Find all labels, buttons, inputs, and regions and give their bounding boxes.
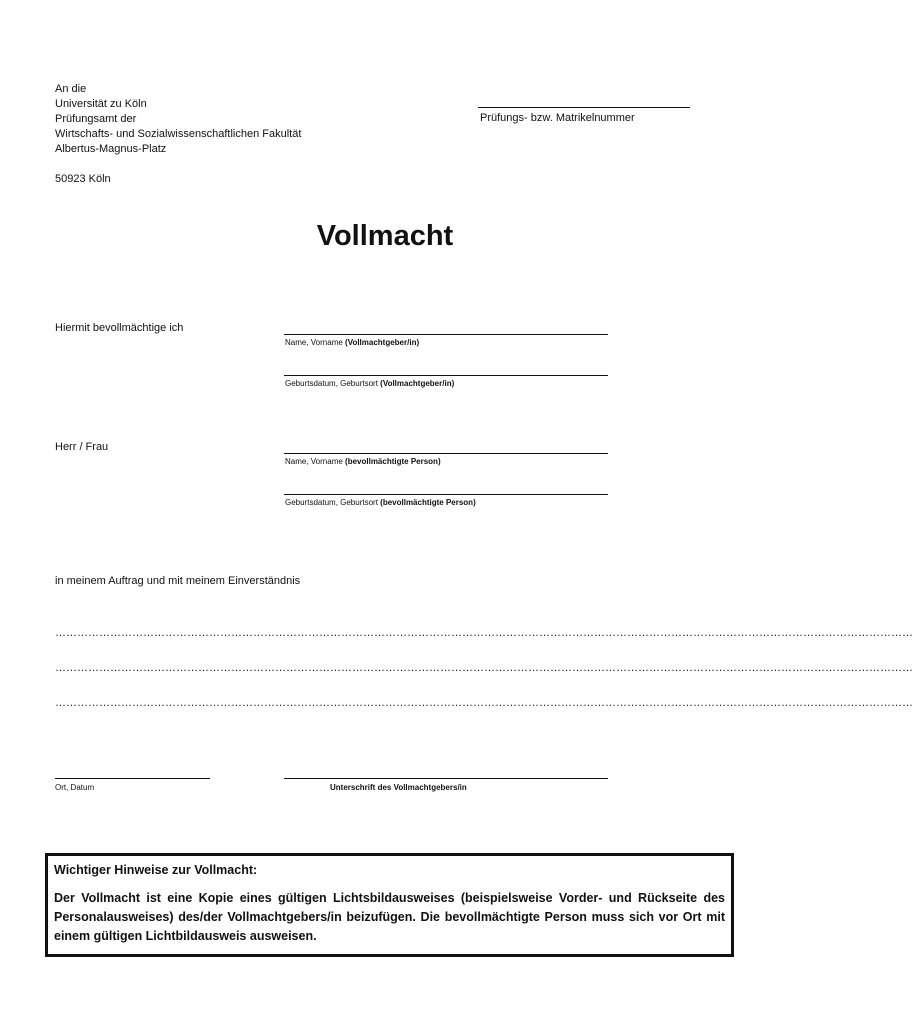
grantor-name-line[interactable]: [284, 334, 608, 335]
mandate-text: in meinem Auftrag und mit meinem Einverständnis: [55, 575, 301, 587]
grantee-name-caption: Name, Vorname (bevollmächtigte Person): [285, 457, 441, 466]
grantee-name-line[interactable]: [284, 453, 608, 454]
grantor-birth-caption: Geburtsdatum, Geburtsort (Vollmachtgeber/in): [285, 379, 455, 388]
grantor-birth-line[interactable]: [284, 375, 608, 376]
address-line: Universität zu Köln: [55, 98, 147, 110]
place-date-label: Ort, Datum: [55, 783, 95, 792]
signature-line[interactable]: [284, 778, 608, 779]
grantor-intro: Hiermit bevollmächtige ich: [55, 322, 184, 334]
address-line: An die: [55, 83, 87, 95]
address-line: Prüfungsamt der: [55, 113, 137, 125]
address-line: Wirtschafts- und Sozialwissenschaftlichen Fakultät: [55, 128, 302, 140]
mandate-line-1[interactable]: ………………………………………………………………………………………………………………………………………………………………………………………………………………: [55, 627, 913, 639]
signature-label: Unterschrift des Vollmachtgebers/in: [330, 783, 467, 792]
mandate-line-3[interactable]: ………………………………………………………………………………………………………………………………………………………………………………………………………………: [55, 697, 913, 709]
notice-title: Wichtiger Hinweise zur Vollmacht:: [54, 863, 258, 877]
page-title: Vollmacht: [316, 220, 454, 252]
important-notice-box: [45, 853, 734, 957]
matrikel-label: Prüfungs- bzw. Matrikelnummer: [480, 112, 635, 124]
mandate-line-2[interactable]: ………………………………………………………………………………………………………………………………………………………………………………………………………………: [55, 662, 913, 674]
notice-body: Der Vollmacht ist eine Kopie eines gültigen Lichtsbildausweises (beispielsweise Vorder- und Rückseite des Personalausweises) des/der Vollmachtgebers/in beizufügen. Die bevollmächtigte Person muss sich vor Ort mit einem gültigen Lichtbildausweis ausweisen.: [54, 891, 725, 943]
grantor-name-caption: Name, Vorname (Vollmachtgeber/in): [285, 338, 420, 347]
grantee-birth-line[interactable]: [284, 494, 608, 495]
grantee-birth-caption: Geburtsdatum, Geburtsort (bevollmächtigte Person): [285, 498, 476, 507]
place-date-line[interactable]: [55, 778, 210, 779]
matrikel-line[interactable]: [478, 107, 690, 108]
grantee-intro: Herr / Frau: [55, 441, 109, 453]
address-line: Albertus-Magnus-Platz: [55, 143, 167, 155]
recipient-address: [55, 82, 301, 187]
address-city: 50923 Köln: [55, 173, 111, 185]
